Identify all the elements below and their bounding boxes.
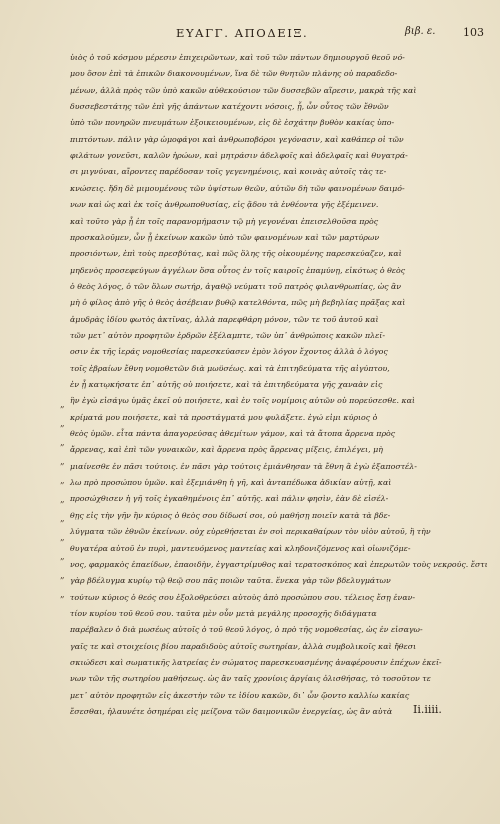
quotation-marker: „ bbox=[60, 419, 65, 429]
text-line: πιπτόντων. πάλιν γὰρ ὠμοφάγοι καὶ ἀνθρωποβόροι γεγόνασιν, καὶ καθάπερ οἱ τῶν bbox=[70, 134, 404, 144]
main-text-block bbox=[70, 48, 488, 716]
text-line: τῶν μετ᾽ αὐτὸν προφητῶν ἐρδρῶν ἐξέλαμπτε, τῶν ὑπ᾽ ἀνθρώποις κακῶν πλεῖ- bbox=[70, 330, 386, 340]
text-line: νων καὶ ὡς καὶ ἐκ τοῖς ἀνθρωποθυσίας, εἰς ᾅδου τὰ ἐνθέοντα γῆς ἐξέμεινεν. bbox=[70, 200, 379, 210]
text-line: τούτων κύριος ὁ θεός σου ἐξολοθρεύσει αὐτοὺς ἀπὸ προσώπου σου. τέλειος ἔσῃ ἐναν- bbox=[70, 592, 416, 602]
text-line: ὑιὸς ὁ τοῦ κόσμου μέρεσιν ἐπιχειρῶντων, καὶ τοῦ τῶν πάντων δημιουργοῦ θεοῦ νό- bbox=[70, 53, 405, 62]
text-line: τοῖς ἑβραίων ἔθνη νομοθετῶν διὰ μωϋσέως. καὶ τὰ ἐπιτηδεύματα τῆς αἰγύπτου, bbox=[70, 363, 390, 373]
running-title: ΕΥΑΓΓ. ΑΠΟΔΕΙΞ. bbox=[176, 26, 309, 40]
text-line: ἔσεσθαι, ἠλαυνέτε ὁσημέραι εἰς μείζονα τῶν δαιμονικῶν ἐνεργείας, ὡς ἂν αὐτὰ bbox=[70, 707, 393, 716]
text-line: σκιώδεσι καὶ σωματικῆς λατρείας ἐν σώματος παρεσκευασμένης ἀναφέρουσιν ἐπέχων ἐκεῖ- bbox=[70, 657, 442, 667]
text-line: οσιν ἐκ τῆς ἱεράς νομοθεσίας παρεσκεύασεν ἐμὸν λόγον ἔχοντος ἀλλὰ ὁ λόγος bbox=[70, 347, 388, 357]
text-line: θυγατέρα αὐτοῦ ἐν πυρὶ, μαντευόμενος μαντείας καὶ κληδονιζόμενος καὶ οἰωνιζόμε- bbox=[70, 543, 411, 553]
page-number: 103 bbox=[463, 26, 484, 39]
text-line: δυσσεβεστάτης τῶν ἐπὶ γῆς ἀπάντων κατέχοντι νόσοις, ᾗ, ὧν οὗτος τῶν ἔθνῶν bbox=[70, 102, 389, 112]
quotation-marker: „ bbox=[60, 400, 65, 410]
text-line: λύγματα τῶν ἐθνῶν ἐκείνων. οὐχ εὑρεθήσεται ἐν σοὶ περικαθαίρων τὸν υἱὸν αὐτοῦ, ἢ τὴν bbox=[70, 527, 431, 537]
text-line: θεὸς ὑμῶν. εἶτα πάντα ἀπαγορεύσας ἀθεμίτων γάμον, καὶ τὰ ἄτοπα ἄρρενα πρὸς bbox=[70, 429, 396, 439]
text-line: μετ᾽ αὐτὸν προφητῶν εἰς ἀκεστὴν τῶν τε ἰδίου κακῶν, δι᾽ ὧν ᾤοντο καλλίω κακίας bbox=[70, 690, 410, 700]
text-line: ἄρρενας, καὶ ἐπὶ τῶν γυναικῶν, καὶ ἄρρενα πρὸς ἄρρενας μίξεις, ἐπιλέγει, μὴ bbox=[70, 445, 383, 455]
text-line: μιαίνεσθε ἐν πᾶσι τούτοις. ἐν πᾶσι γὰρ τούτοις ἐμιάνθησαν τὰ ἔθνη ἃ ἐγὼ ἐξαποστέλ- bbox=[70, 461, 417, 471]
text-line: νων τῶν τῆς σωτηρίου μαθήσεως. ὡς ἂν ταῖς χρονίοις ἀργίαις ὀλισθήσας, τὸ τοσοῦτον τε bbox=[70, 674, 431, 684]
quotation-marker: „ bbox=[60, 457, 65, 467]
quotation-marker: „ bbox=[60, 476, 65, 486]
text-line: προσιόντων, ἐπὶ τοὺς πρεσβύτας, καὶ πῶς ὅλης τῆς οἰκουμένης παρεσκεύαζεν, καὶ bbox=[70, 249, 402, 259]
text-line: προσώχθισεν ἡ γῆ τοῖς ἐγκαθημένοις ἐπ᾽ αὐτῆς. καὶ πάλιν φησὶν, ἐὰν δὲ εἰσέλ- bbox=[70, 494, 389, 504]
text-line: ἐν ᾗ κατῳκήσατε ἐπ᾽ αὐτῆς οὐ ποιήσετε, καὶ τὰ ἐπιτηδεύματα γῆς χαναὰν εἰς bbox=[70, 380, 383, 389]
quotation-marker: „ bbox=[60, 514, 65, 524]
text-line: καὶ τοῦτο γὰρ ᾗ ἐπ τοῖς παρανομήμασιν τῷ μὴ γεγονέναι ἐπεισελθοῦσα πρὸς bbox=[70, 216, 379, 226]
quotation-marker: „ bbox=[60, 495, 65, 505]
text-line: νος, φαρμακὸς ἐπαείδων, ἐπαοιδὴν, ἐγγαστρίμυθος καὶ τερατοσκόπος καὶ ἐπερωτῶν τοὺς νεκρούς. ἔστι bbox=[70, 559, 488, 569]
text-line: γὰρ βδέλυγμα κυρίῳ τῷ θεῷ σου πᾶς ποιῶν ταῦτα. ἕνεκα γὰρ τῶν βδελυγμάτων bbox=[70, 576, 391, 586]
text-line: ἀμυδρὰς ἰδίου φωτὸς ἀκτῖνας, ἀλλὰ παρεφθάρη μόνον, τῶν τε τοῦ ἀυτοῦ καὶ bbox=[70, 314, 379, 324]
book-reference: βιβ. ε. bbox=[405, 26, 436, 37]
signature-mark: Ii.iiii. bbox=[413, 703, 442, 716]
text-line: παρέβαλεν ὁ διὰ μωσέως αὐτοῖς ὁ τοῦ θεοῦ λόγος, ὁ πρὸ τῆς νομοθεσίας, ὡς ἐν εἰσαγω- bbox=[70, 625, 423, 635]
page-header bbox=[120, 26, 484, 42]
text-line: μένων, ἀλλὰ πρὸς τῶν ὑπὸ κακῶν αὐθεκούσιον τῶν δυσσεβῶν αἵρεσιν, μακρὰ τῆς καὶ bbox=[70, 85, 417, 95]
quotation-marker: „ bbox=[60, 552, 65, 562]
text-line: ἣν ἐγὼ εἰσάγω ὑμᾶς ἐκεῖ οὐ ποιήσετε, καὶ ἐν τοῖς νομίμοις αὐτῶν οὐ πορεύσεσθε. καὶ bbox=[70, 396, 415, 406]
text-line: προσκαλοῦμεν, ὧν ᾗ ἐκείνων κακῶν ὑπὸ τῶν φαινομένων καὶ τῶν μαρτύρων bbox=[70, 232, 380, 242]
text-line: ὁ θεὸς λόγος, ὁ τῶν ὅλων σωτήρ, ἀγαθῷ νεύματι τοῦ πατρὸς φιλανθρωπίας, ὡς ἂν bbox=[70, 281, 402, 291]
text-line: ὑπὸ τῶν πονηρῶν πνευμάτων ἐξοικειουμένων, εἰς δὲ ἐσχάτην βυθὸν κακίας ὑπο- bbox=[70, 118, 395, 128]
text-line: μὴ ὁ φίλος ἀπὸ γῆς ὁ θεὸς ἀσέβειαν βυθῷ κατελθόντα, πῶς μὴ βεβηλίας πρᾶξας καὶ bbox=[70, 298, 406, 308]
text-line: σι μιγνύναι, αἴροντες παρέδοσαν τοῖς γεγενημένοις, καὶ κοινὰς αὐτοῖς τὰς τε- bbox=[70, 167, 387, 177]
text-line: λω πρὸ προσώπου ὑμῶν. καὶ ἐξεμιάνθη ἡ γῆ, καὶ ἀνταπέδωκα ἀδικίαν αὐτῇ, καὶ bbox=[70, 478, 392, 488]
quotation-marker: „ bbox=[60, 590, 65, 600]
text-line: φιλάτων γονεῦσι, καλῶν ἡρώων, καὶ μητράσιν ἀδελφοῖς καὶ ἀδελφαῖς καὶ θυγατρά- bbox=[70, 151, 408, 161]
text-line: τίον κυρίου τοῦ θεοῦ σου. ταῦτα μὲν οὖν μετὰ μεγάλης προσοχῆς διδάγματα bbox=[70, 608, 377, 618]
text-line: γαῖς τε καὶ στοιχείοις βίου παραδιδοὺς αὐτοῖς σωτηρίαν, ἀλλὰ συμβολικοῖς καὶ ἤθεσι bbox=[70, 641, 417, 651]
text-line: κνώσεις. ἤδη δὲ μιμουμένους τῶν ὑψίστων θεῶν, αὐτῶν δὴ τῶν φαινομένων δαιμό- bbox=[70, 183, 405, 193]
quotation-marker: „ bbox=[60, 438, 65, 448]
text-line: μηδενὸς προσεφεύγων ἀγγέλων ὅσα οὗτος ἐν τοῖς καιροῖς ἐπαμύνῃ, εἰκότως ὁ θεὸς bbox=[70, 265, 406, 275]
text-line: μου ὅσον ἐπὶ τὰ ἐπικῶν διακονουμένων, ἵνα δὲ τῶν θνητῶν πλάνης οὐ παραδεδο- bbox=[70, 69, 398, 79]
text-line: κρίματά μου ποιήσετε, καὶ τὰ προστάγματά μου φυλάξετε. ἐγώ εἰμι κύριος ὁ bbox=[70, 412, 378, 422]
quotation-marker: „ bbox=[60, 533, 65, 543]
quotation-marker: „ bbox=[60, 571, 65, 581]
text-line: θῃς εἰς τὴν γῆν ἣν κύριος ὁ θεὸς σου δίδωσί σοι, οὐ μαθήσῃ ποιεῖν κατὰ τὰ βδε- bbox=[70, 510, 391, 520]
